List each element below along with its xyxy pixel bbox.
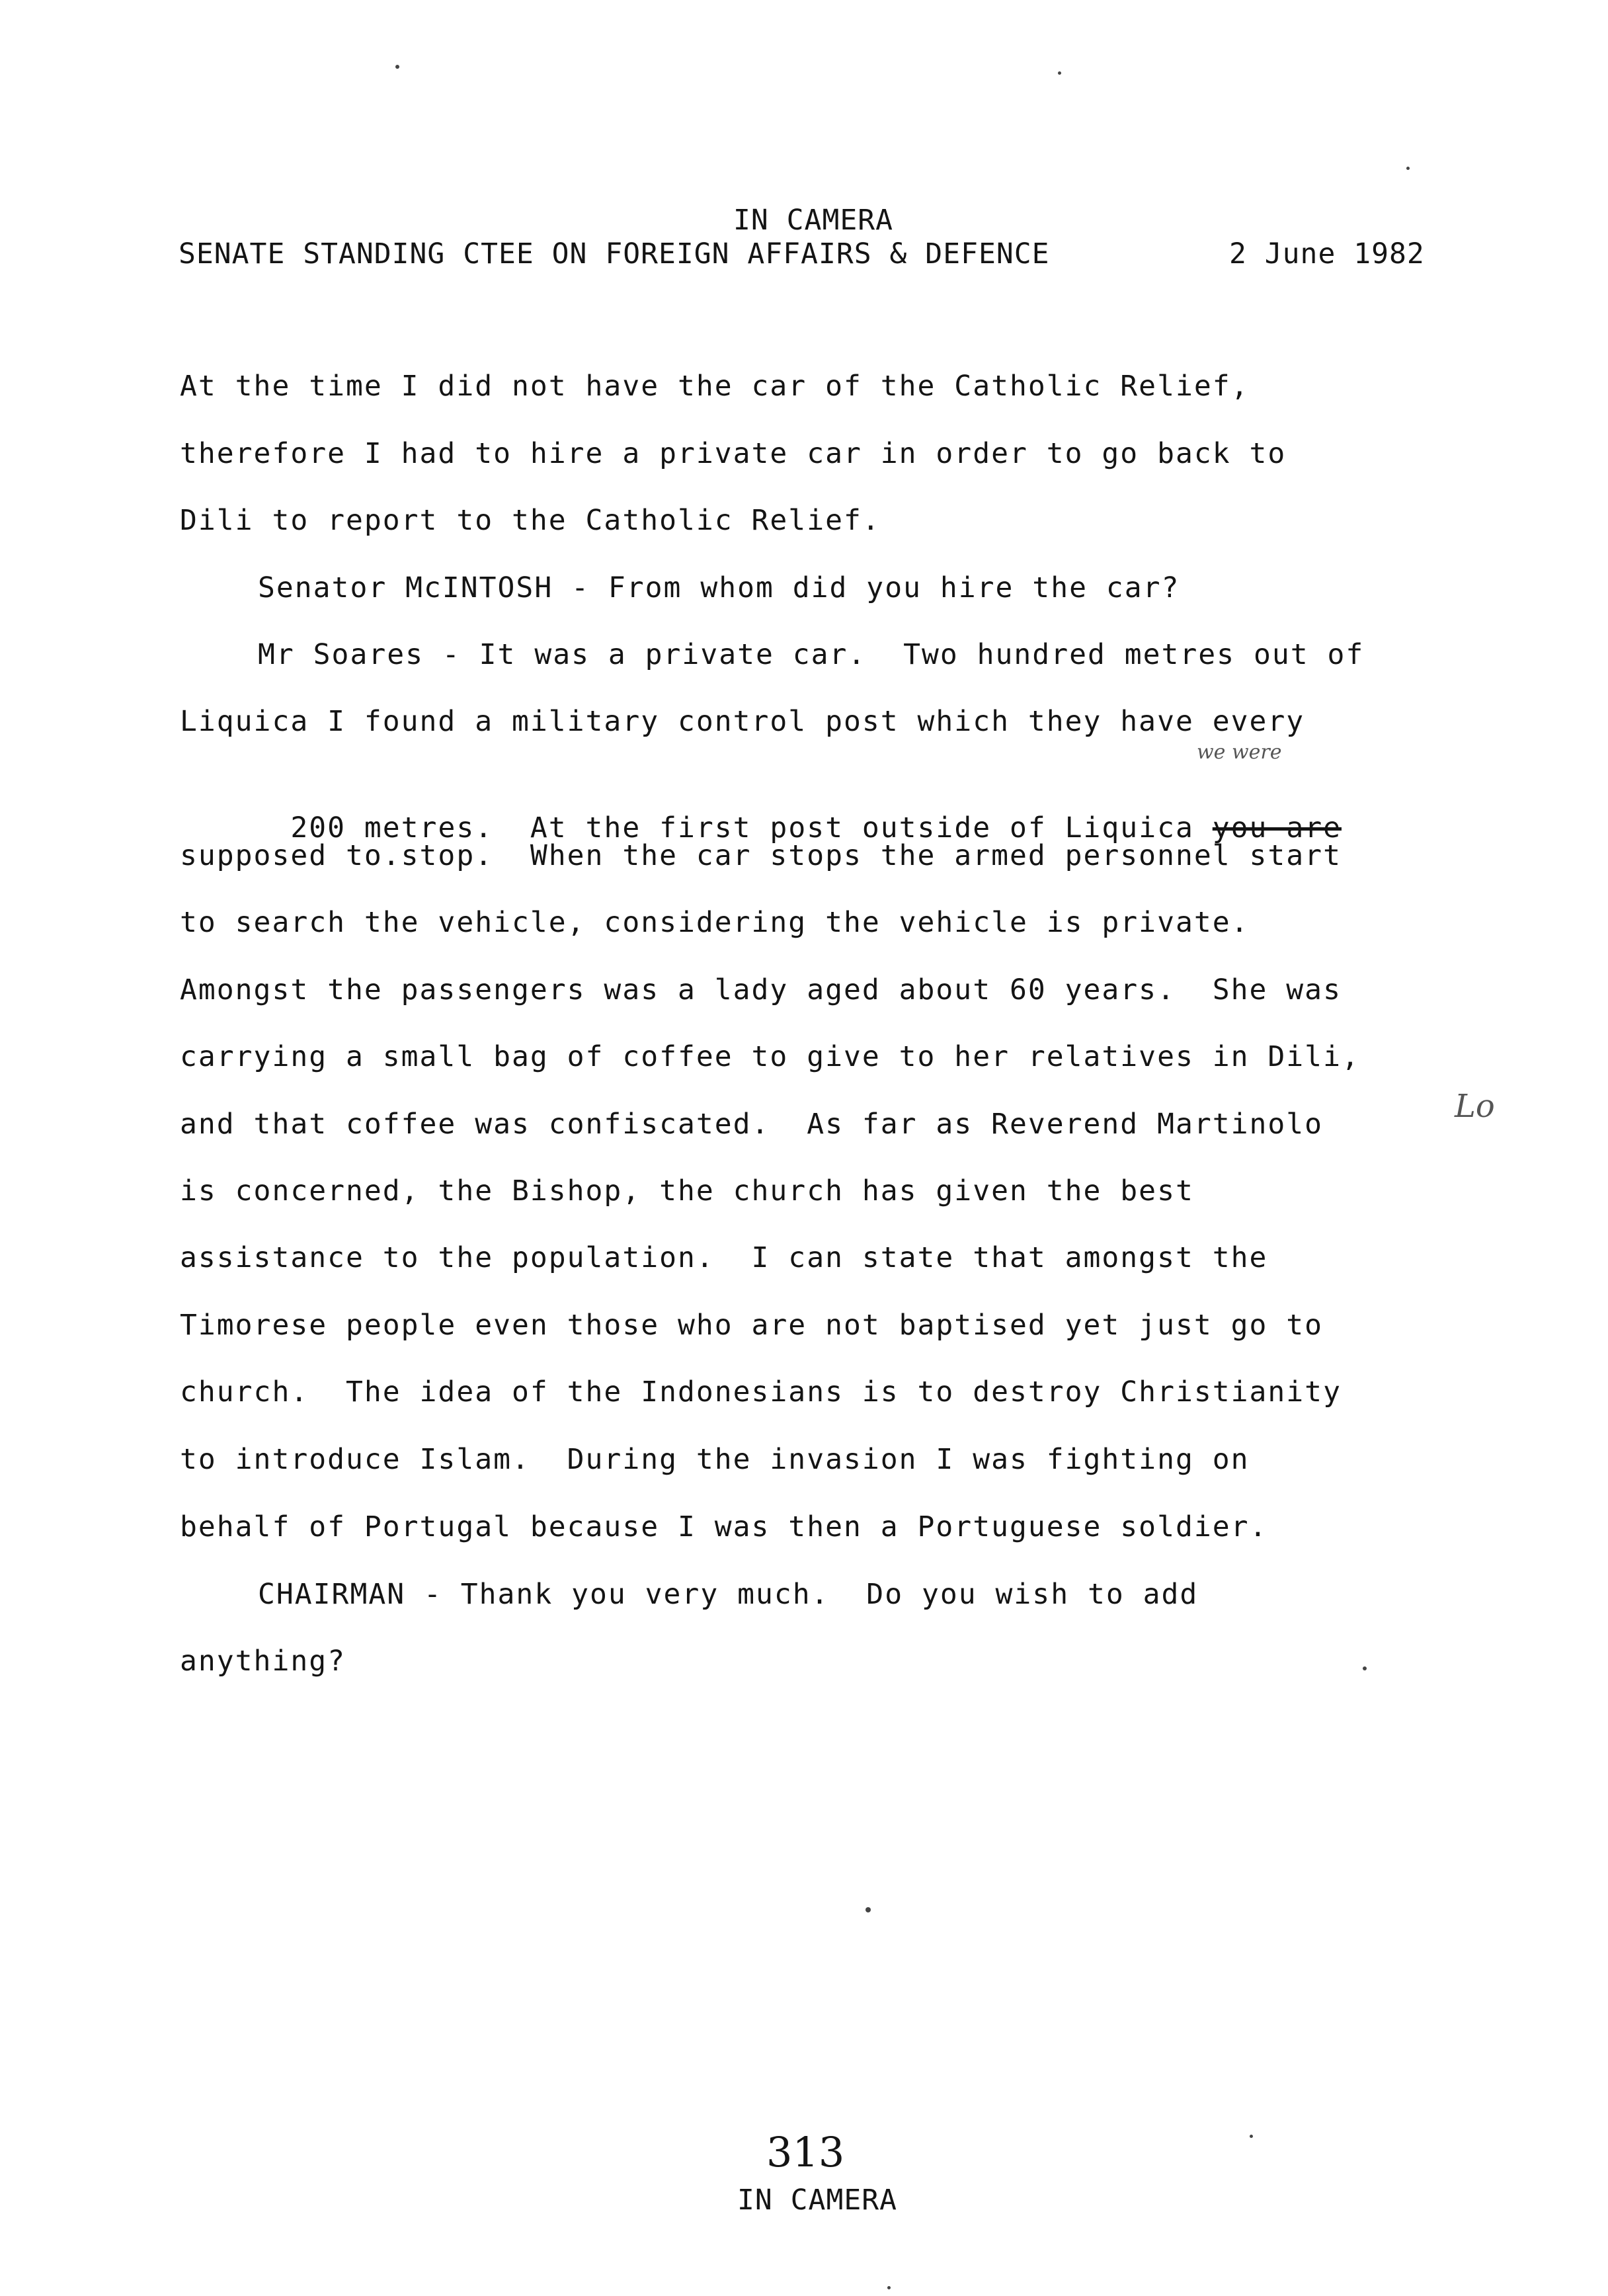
transcript-line: to introduce Islam. During the invasion I was fighting on — [180, 1443, 1250, 1476]
scan-speck — [865, 1907, 871, 1912]
transcript-line: Timorese people even those who are not baptised yet just go to — [180, 1309, 1324, 1342]
transcript-line-text: 200 metres. At the first post outside of Liquica — [290, 811, 1213, 844]
page-number: 313 — [766, 2128, 845, 2176]
header-classification: IN CAMERA — [733, 204, 893, 237]
transcript-line: anything? — [180, 1645, 346, 1678]
speaker-line: Mr Soares - It was a private car. Two hundred metres out of — [258, 638, 1365, 671]
scan-speck — [1058, 71, 1061, 75]
transcript-line: therefore I had to hire a private car in order to go back to — [180, 437, 1287, 470]
scan-speck — [1406, 167, 1410, 170]
transcript-line: is concerned, the Bishop, the church has given the best — [180, 1174, 1194, 1208]
transcript-line: carrying a small bag of coffee to give to her relatives in Dili, — [180, 1040, 1360, 1073]
scan-speck — [1363, 1666, 1367, 1670]
transcript-line: church. The idea of the Indonesians is to destroy Christianity — [180, 1375, 1342, 1409]
transcript-line: supposed to.stop. When the car stops the armed personnel start — [180, 839, 1342, 872]
transcript-line: to search the vehicle, considering the vehicle is private. — [180, 906, 1250, 939]
scan-speck — [395, 65, 399, 69]
scan-speck — [1250, 2135, 1253, 2138]
handwritten-correction: we were — [1197, 741, 1282, 764]
transcript-line: Dili to report to the Catholic Relief. — [180, 504, 881, 537]
scan-speck — [887, 2286, 891, 2289]
transcript-line: and that coffee was confiscated. As far as Reverend Martinolo — [180, 1108, 1324, 1141]
struck-through-words: you are — [1212, 811, 1342, 844]
transcript-line: behalf of Portugal because I was then a Portuguese soldier. — [180, 1510, 1268, 1543]
transcript-line: Amongst the passengers was a lady aged about 60 years. She was — [180, 973, 1342, 1006]
transcript-line: Liquica I found a military control post which they have every — [180, 705, 1305, 738]
speaker-line: Senator McINTOSH - From whom did you hire the car? — [258, 571, 1180, 604]
transcript-line: At the time I did not have the car of the Catholic Relief, — [180, 370, 1250, 403]
committee-title: SENATE STANDING CTEE ON FOREIGN AFFAIRS & DEFENCE — [179, 237, 1050, 270]
footer-classification: IN CAMERA — [737, 2184, 897, 2217]
handwritten-margin-note: Lo — [1455, 1088, 1495, 1125]
transcript-line: assistance to the population. I can state that amongst the — [180, 1241, 1268, 1274]
speaker-line: CHAIRMAN - Thank you very much. Do you wish to add — [258, 1578, 1199, 1611]
hearing-date: 2 June 1982 — [1229, 237, 1425, 270]
